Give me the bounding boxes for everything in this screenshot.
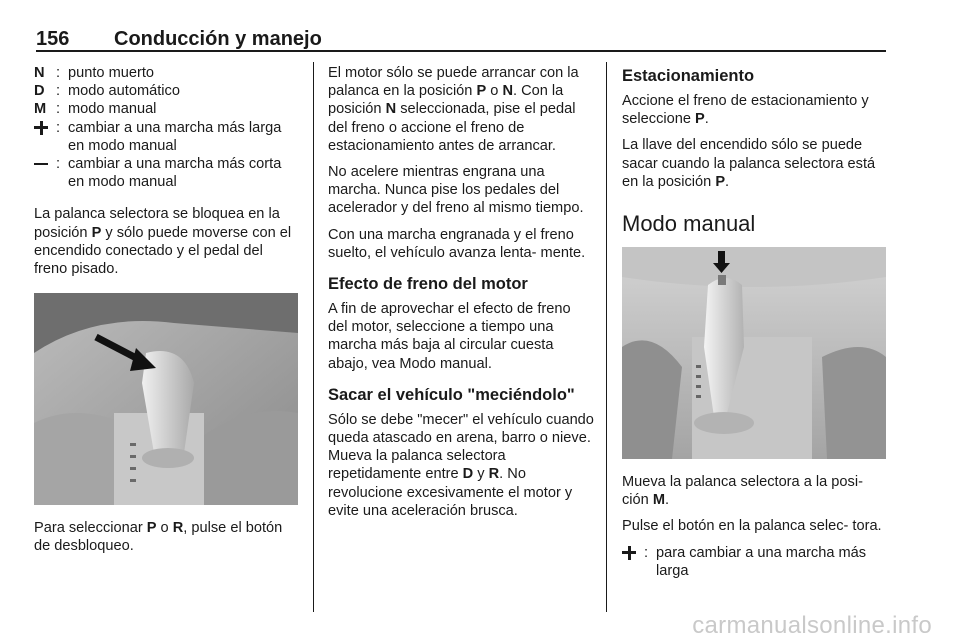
gear-lever-unlock-illustration	[34, 293, 298, 505]
def-key-n: N	[34, 65, 45, 81]
parking-heading: Estacionamiento	[622, 67, 755, 85]
minus-icon	[34, 157, 48, 171]
lock-paragraph: La palanca selectora se bloquea en la posición P y sólo puede moverse con el encendido conectado y el pedal del freno pisado.	[34, 206, 292, 278]
press-button-paragraph: Pulse el botón en la palanca selec- tora.	[622, 518, 882, 535]
no-accelerate-paragraph: No acelere mientras engrana una marcha. Nunca pise los pedales del acelerador y del freno al mismo tiempo.	[328, 164, 584, 217]
column-3	[622, 64, 890, 580]
def-key-d: D	[34, 83, 45, 100]
def-row-minus: : cambiar a una marcha más corta en modo manual	[34, 155, 300, 191]
creep-paragraph: Con una marcha engranada y el freno suelto, el vehículo avanza lenta- mente.	[328, 226, 586, 261]
column-2	[328, 64, 594, 520]
gear-lever-manual-illustration	[622, 247, 886, 459]
column-1	[34, 64, 300, 556]
column-divider-1	[313, 62, 314, 612]
unlock-caption: Para seleccionar P o R, pulse el botón de desbloqueo.	[34, 520, 283, 555]
parking-paragraph: Accione el freno de estacionamiento y seleccione P.	[622, 93, 869, 128]
def-row-m: M : modo manual	[34, 100, 300, 118]
rocking-paragraph: Sólo se debe "mecer" el vehículo cuando queda atascado en arena, barro o nieve. Mueva la palanca selectora repetidamente entre D y R. No revolucione excesivamente el motor y evite una aceleración brusca.	[328, 411, 594, 519]
def-text-d: modo automático	[68, 83, 180, 100]
engine-brake-heading: Efecto de freno del motor	[328, 275, 528, 294]
def-row-plus: : cambiar a una marcha más larga en modo manual	[34, 119, 300, 155]
key-removal-paragraph: La llave del encendido sólo se puede sacar cuando la palanca selectora está en la posición P.	[622, 137, 876, 190]
page-title: Conducción y manejo	[114, 28, 322, 50]
def-text-m: modo manual	[68, 101, 157, 118]
def-text-n: punto muerto	[68, 65, 154, 81]
start-paragraph: El motor sólo se puede arrancar con la palanca en la posición P o N. Con la posición N seleccionada, pise el pedal del freno o accione el freno de estacionamiento antes de arrancar.	[328, 65, 579, 154]
def-row-d: D : modo automático	[34, 82, 300, 100]
def-text-minus: cambiar a una marcha más corta en modo manual	[68, 156, 282, 191]
plus-icon	[622, 546, 636, 560]
column-divider-2	[606, 62, 607, 612]
rocking-heading: Sacar el vehículo "meciéndolo"	[328, 385, 575, 404]
def-text-plus: cambiar a una marcha más larga en modo manual	[68, 119, 282, 154]
watermark: carmanualsonline.info	[692, 612, 932, 639]
def-text-plus-manual: para cambiar a una marcha más larga	[656, 544, 867, 579]
plus-icon	[34, 121, 48, 135]
header-rule	[36, 50, 886, 52]
def-row-n: N : punto muerto	[34, 64, 300, 82]
page-number: 156	[36, 28, 70, 50]
def-key-m: M	[34, 101, 47, 118]
def-row-plus-manual: : para cambiar a una marcha más larga	[622, 544, 890, 580]
move-to-m-paragraph: Mueva la palanca selectora a la posi- ción M.	[622, 474, 863, 509]
manual-mode-heading: Modo manual	[622, 211, 756, 237]
engine-brake-paragraph: A fin de aprovechar el efecto de freno del motor, seleccione a tiempo una marcha más baja al circular cuesta abajo, vea Modo manual.	[328, 301, 571, 372]
